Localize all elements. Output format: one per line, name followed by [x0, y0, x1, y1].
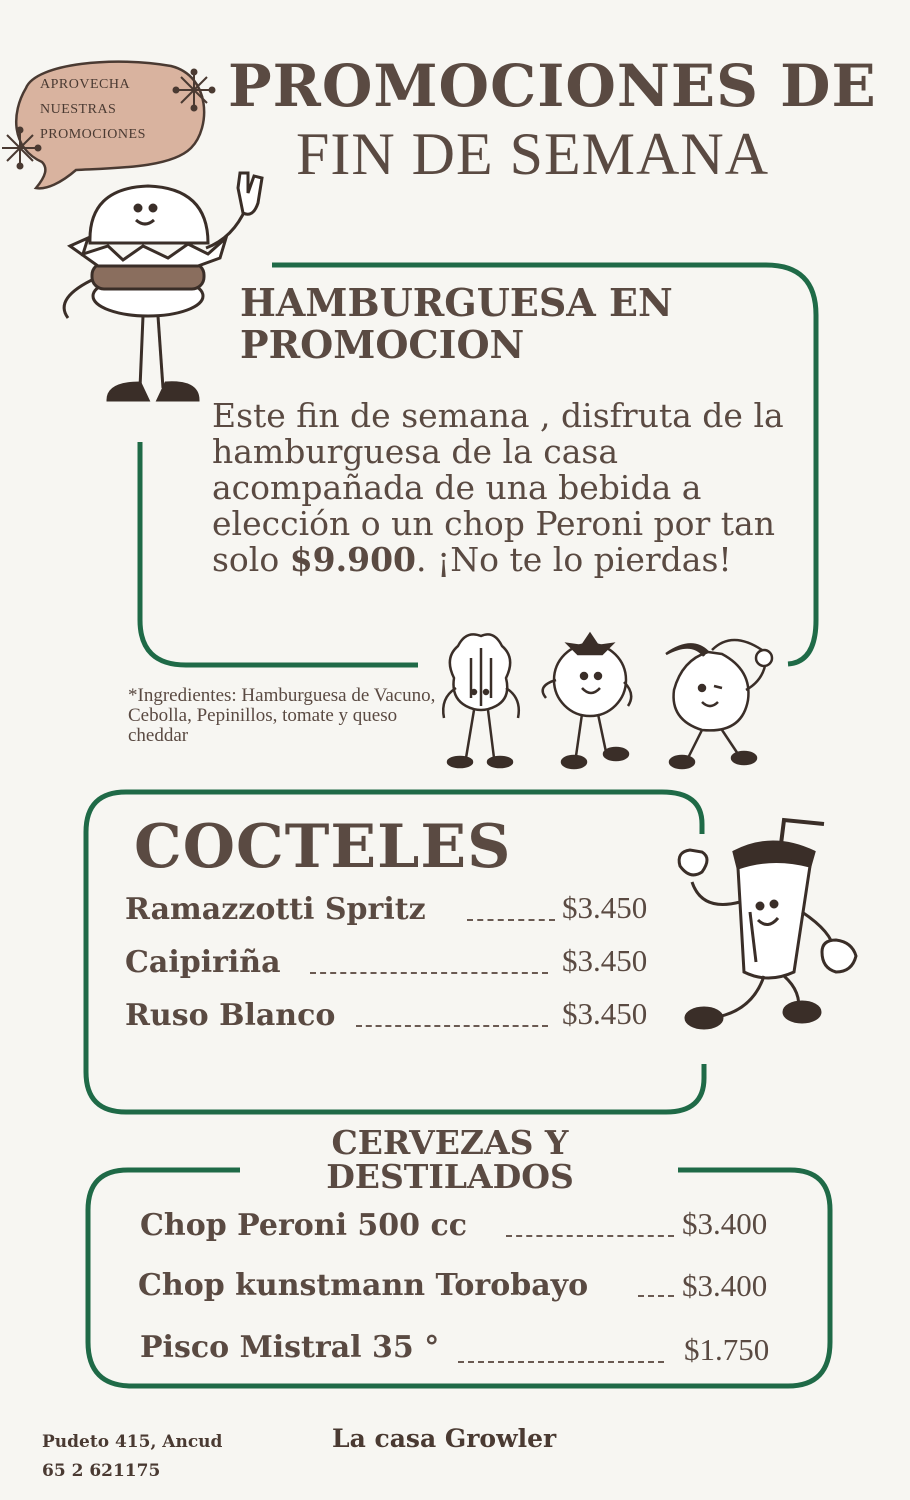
- leader-line: [506, 1235, 674, 1237]
- cocktail-name: Caipiriña: [125, 945, 281, 980]
- badge-line2: NUESTRAS: [40, 102, 117, 117]
- cocktail-price: $3.450: [562, 890, 648, 925]
- drink-name: Pisco Mistral 35 °: [140, 1330, 440, 1365]
- drink-name: Chop kunstmann Torobayo: [138, 1268, 589, 1303]
- badge-line1: APROVECHA: [40, 77, 131, 92]
- ingredients-note: *Ingredientes: Hamburguesa de Vacuno, Cebolla, Pepinillos, tomate y queso cheddar: [128, 685, 436, 746]
- footer-address: Pudeto 415, Ancud: [42, 1432, 223, 1452]
- footer-contact: [42, 1428, 222, 1486]
- cocktail-price: $3.450: [562, 996, 648, 1031]
- badge-text: [40, 72, 190, 147]
- burger-promo-title: [240, 282, 760, 366]
- tomato-mascot-icon: [532, 630, 638, 772]
- cervezas-title-line1: CERVEZAS Y: [331, 1123, 569, 1162]
- drink-name: Chop Peroni 500 cc: [140, 1208, 468, 1243]
- burger-promo-description: [212, 398, 812, 578]
- desc-text-end: . ¡No te lo pierdas!: [416, 540, 732, 579]
- cocteles-title: COCTELES: [134, 812, 512, 882]
- cocktail-price: $3.450: [562, 943, 648, 978]
- cervezas-title-line2: DESTILADOS: [326, 1157, 574, 1196]
- page-title-line1: PROMOCIONES DE: [228, 52, 877, 120]
- drink-price: $3.400: [682, 1206, 768, 1241]
- cup-mascot-icon: [672, 812, 864, 1038]
- cocktail-name: Ruso Blanco: [125, 998, 336, 1033]
- lettuce-mascot-icon: [436, 628, 526, 772]
- page-title-line2: FIN DE SEMANA: [296, 121, 770, 187]
- footer-phone: 65 2 621175: [42, 1461, 161, 1481]
- cocktail-name: Ramazzotti Spritz: [125, 892, 426, 927]
- promo-price: $9.900: [289, 540, 417, 579]
- badge-line3: PROMOCIONES: [40, 127, 146, 142]
- leader-line: [356, 1025, 548, 1027]
- leader-line: [310, 972, 548, 974]
- desc-text: Este fin de semana , disfruta de la hamburguesa de la casa acompañada de una bebida a elección o un chop Peroni por tan solo: [212, 396, 784, 579]
- burger-title-line2: PROMOCION: [240, 322, 525, 367]
- drink-price: $3.400: [682, 1268, 768, 1303]
- leader-line: [638, 1295, 674, 1297]
- footer-business-name: La casa Growler: [332, 1424, 557, 1453]
- cervezas-title: [300, 1123, 600, 1196]
- onion-mascot-icon: [652, 630, 780, 772]
- leader-line: [467, 919, 555, 921]
- sparkle-icon: [0, 128, 40, 168]
- burger-title-line1: HAMBURGUESA EN: [240, 280, 673, 325]
- drink-price: $1.750: [684, 1332, 770, 1367]
- leader-line: [458, 1361, 664, 1363]
